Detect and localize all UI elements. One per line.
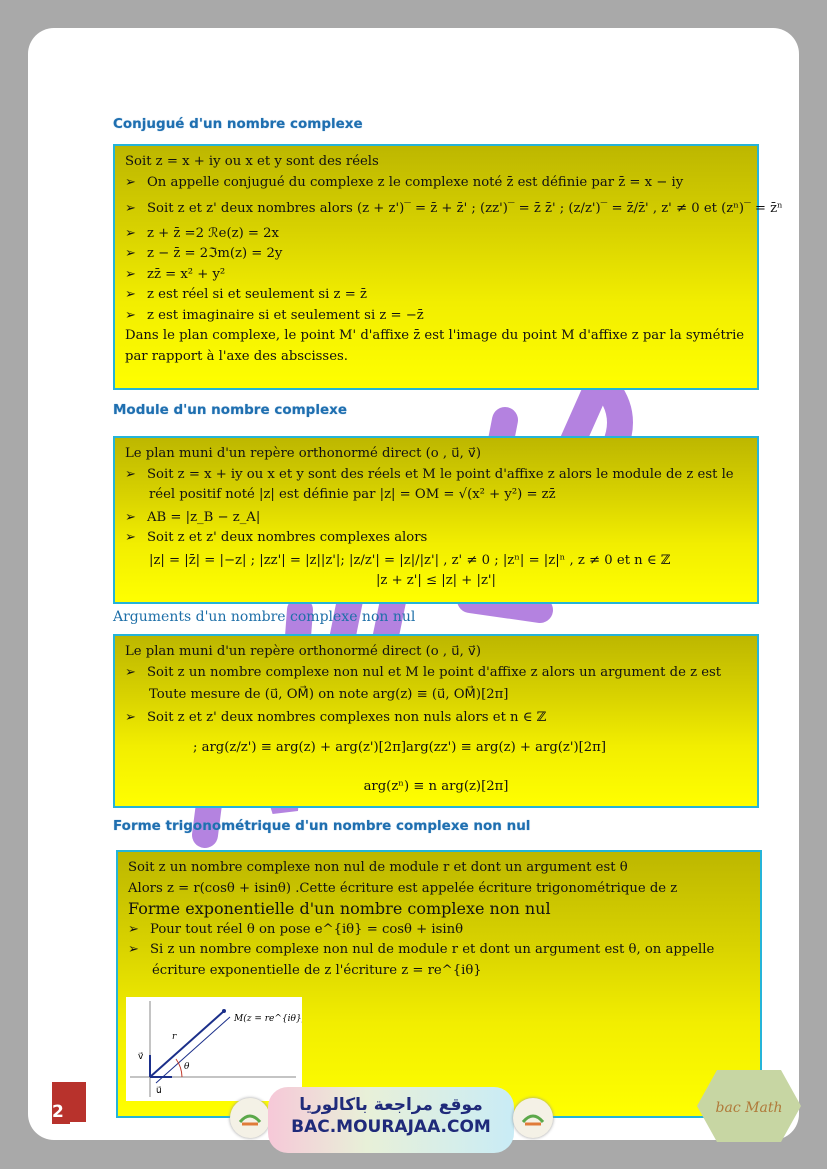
text-line: Soit z = x + iy ou x et y sont des réels: [125, 154, 379, 169]
text-line: Soit z et z' deux nombres complexes non nuls alors et n ∈ ℤ: [147, 709, 547, 725]
arrow-bullet-icon: ➢: [125, 225, 137, 241]
arrow-bullet-icon: ➢: [125, 530, 137, 545]
arrow-bullet-icon: ➢: [125, 287, 137, 302]
text-line: zz̄ = x² + y²: [147, 266, 226, 282]
arrow-bullet-icon: ➢: [125, 509, 137, 525]
arrow-bullet-icon: ➢: [128, 921, 140, 937]
arrow-bullet-icon: ➢: [125, 266, 137, 282]
arrow-bullet-icon: ➢: [128, 942, 140, 957]
text-line: ; arg(z/z') ≡ arg(z) + arg(z')[2π]arg(zz') ≡ arg(z) + arg(z')[2π]: [193, 740, 606, 755]
label-theta: θ: [184, 1062, 190, 1072]
text-line: z est réel si et seulement si z = z̄: [147, 287, 367, 302]
section-title-module: Module d'un nombre complexe: [113, 402, 347, 418]
site-url[interactable]: BAC.MOURAJAA.COM: [291, 1117, 491, 1137]
arrow-bullet-icon: ➢: [125, 466, 137, 482]
arrow-bullet-icon: ➢: [125, 201, 137, 216]
arrow-bullet-icon: ➢: [125, 664, 137, 680]
subheading-forme-exponentielle: Forme exponentielle d'un nombre complexe non nul: [128, 899, 551, 918]
text-line: z + z̄ =2 ℛe(z) = 2x: [147, 225, 279, 241]
badge-text: bac Math: [715, 1100, 783, 1116]
text-line: écriture exponentielle de z l'écriture z = re^{iθ}: [152, 962, 482, 978]
text-line: Dans le plan complexe, le point M' d'affixe z̄ est l'image du point M d'affixe z par la symétrie: [125, 328, 745, 343]
section-title-conjugue: Conjugué d'un nombre complexe: [113, 116, 363, 132]
text-line: par rapport à l'axe des abscisses.: [125, 348, 348, 364]
text-line: réel positif noté |z| est définie par |z| = OM = √(x² + y²) = zz̄: [149, 487, 556, 502]
figure-diagram: [126, 997, 302, 1101]
text-line: Soit z = x + iy ou x et y sont des réels et M le point d'affixe z alors le module de z est le: [147, 466, 734, 482]
text-line: AB = |z_B − z_A|: [147, 509, 261, 525]
text-line: z − z̄ = 2ℑm(z) = 2y: [147, 246, 283, 261]
text-line: |z| = |z̄| = |−z| ; |zz'| = |z||z'|; |z/z'| = |z|/|z'| , z' ≠ 0 ; |zⁿ| = |z|ⁿ , z ≠ 0 et n ∈ ℤ: [149, 552, 671, 568]
site-logo-left-icon: [230, 1098, 270, 1138]
text-line: |z + z'| ≤ |z| + |z'|: [375, 573, 496, 588]
text-line: Le plan muni d'un repère orthonormé direct (o , u⃗, v⃗): [125, 446, 481, 461]
section-title-forme-trigo: Forme trigonométrique d'un nombre complexe non nul: [113, 818, 531, 834]
text-line: arg(zⁿ) ≡ n arg(z)[2π]: [363, 778, 509, 794]
label-v: v⃗: [138, 1052, 144, 1062]
site-banner[interactable]: [268, 1087, 514, 1153]
text-line: z est imaginaire si et seulement si z = −z̄: [147, 307, 424, 323]
text-line: Alors z = r(cosθ + isinθ) .Cette écriture est appelée écriture trigonométrique de z: [128, 880, 678, 896]
text-line: Le plan muni d'un repère orthonormé direct (o , u⃗, v⃗): [125, 644, 481, 659]
bac-math-badge: [697, 1066, 801, 1146]
label-r: r: [172, 1032, 177, 1042]
figure-exponential-form: [126, 997, 302, 1101]
text-line: On appelle conjugué du complexe z le complexe noté z̄ est définie par z̄ = x − iy: [147, 174, 684, 190]
arrow-bullet-icon: ➢: [125, 246, 137, 261]
box-conjugue: [113, 144, 783, 390]
label-M: M(z = re^{iθ}): [234, 1014, 302, 1024]
arrow-bullet-icon: ➢: [125, 709, 137, 725]
page-number: 2: [52, 1102, 64, 1122]
text-line: Soit z et z' deux nombres complexes alors: [147, 530, 428, 545]
label-u: u⃗: [156, 1086, 162, 1096]
site-name-arabic: موقع مراجعة باكالوريا: [299, 1095, 483, 1115]
box-arguments: [113, 634, 759, 808]
section-title-arguments: Arguments d'un nombre complexe non nul: [113, 609, 416, 625]
arrow-bullet-icon: ➢: [125, 307, 137, 323]
page-number-tab: [52, 1082, 86, 1124]
text-line: Soit z un nombre complexe non nul de module r et dont un argument est θ: [128, 860, 628, 875]
text-line: Pour tout réel θ on pose e^{iθ} = cosθ + isinθ: [150, 921, 464, 937]
site-logo-right-icon: [513, 1098, 553, 1138]
arrow-bullet-icon: ➢: [125, 174, 137, 190]
text-line: Soit z et z' deux nombres alors (z + z')‾ = z̄ + z̄' ; (zz')‾ = z̄ z̄' ; (z/z')‾ = z̄/z̄' , z' ≠ 0 et (zⁿ)‾ = z̄ⁿ: [147, 201, 783, 216]
text-line: Toute mesure de (u⃗, OM⃗) on note arg(z) ≡ (u⃗, OM⃗)[2π]: [149, 687, 509, 702]
text-line: Si z un nombre complexe non nul de module r et dont un argument est θ, on appelle: [150, 942, 715, 957]
text-line: Soit z un nombre complexe non nul et M le point d'affixe z alors un argument de z est: [147, 664, 722, 680]
box-module: [113, 436, 759, 604]
